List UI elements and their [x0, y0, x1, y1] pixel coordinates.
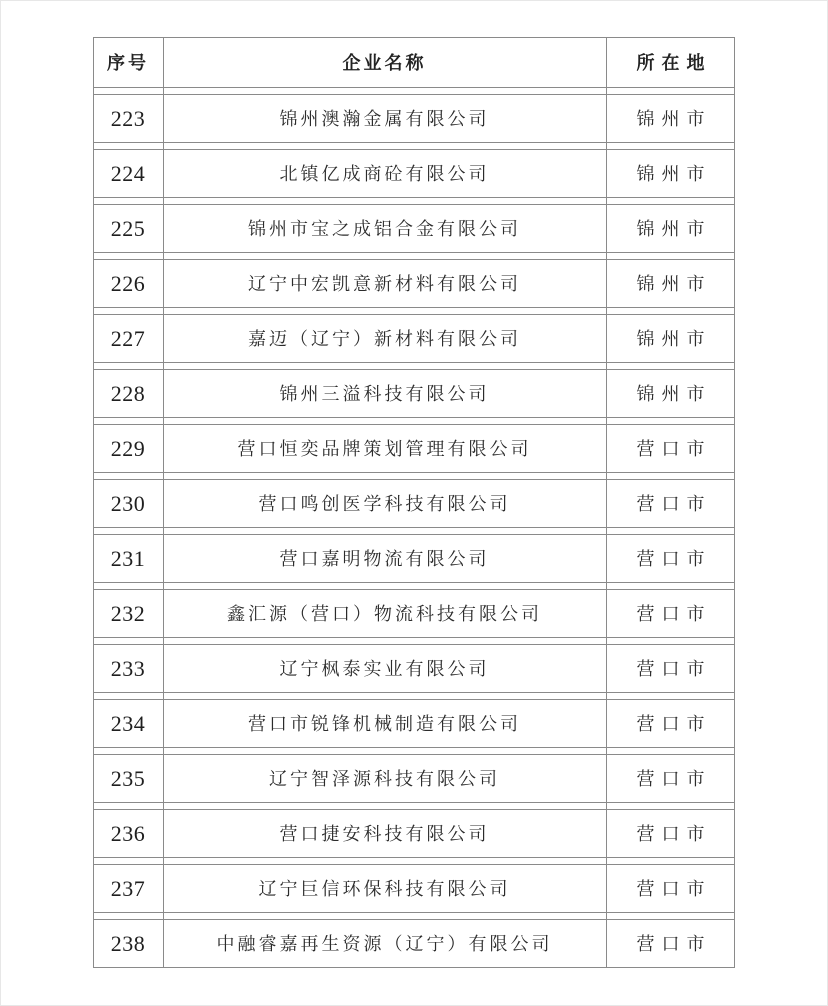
- row-index: 228: [110, 380, 146, 406]
- table-row: [93, 919, 735, 968]
- company-city: 营口市: [636, 658, 712, 679]
- company-name: 营口鸣创医学科技有限公司: [258, 493, 511, 514]
- company-name: 北镇亿成商砼有限公司: [279, 163, 490, 184]
- company-city: 锦州市: [636, 383, 712, 404]
- company-name: 锦州市宝之成铝合金有限公司: [248, 218, 521, 239]
- table-row: [93, 534, 735, 583]
- row-index: 236: [110, 820, 146, 846]
- table-left-border: [93, 37, 94, 968]
- header-company-name: 企业名称: [342, 52, 427, 73]
- company-name: 营口市锐锋机械制造有限公司: [248, 713, 521, 734]
- row-index: 225: [110, 215, 146, 241]
- company-name: 鑫汇源（营口）物流科技有限公司: [227, 603, 542, 624]
- table-row: [93, 479, 735, 528]
- table-row: [93, 424, 735, 473]
- table-row: [93, 644, 735, 693]
- company-city: 锦州市: [636, 218, 712, 239]
- row-index: 224: [110, 160, 146, 186]
- row-index: 237: [110, 875, 146, 901]
- company-name: 锦州三溢科技有限公司: [279, 383, 490, 404]
- row-index: 227: [110, 325, 146, 351]
- company-city: 营口市: [636, 713, 712, 734]
- row-index: 232: [110, 600, 146, 626]
- table-rows: [93, 94, 735, 968]
- table-row: [93, 754, 735, 803]
- table-right-border: [734, 37, 735, 968]
- table-body: [93, 37, 735, 968]
- row-index: 238: [110, 930, 146, 956]
- table-row: [93, 864, 735, 913]
- header-location: 所在地: [636, 52, 712, 73]
- company-city: 营口市: [636, 878, 712, 899]
- company-name: 中融睿嘉再生资源（辽宁）有限公司: [216, 933, 553, 954]
- row-index: 230: [110, 490, 146, 516]
- company-city: 营口市: [636, 438, 712, 459]
- company-name: 锦州澳瀚金属有限公司: [279, 108, 490, 129]
- table-row: [93, 204, 735, 253]
- company-table: [93, 37, 735, 968]
- company-city: 营口市: [636, 493, 712, 514]
- header-index: 序号: [107, 52, 149, 73]
- company-city: 营口市: [636, 933, 712, 954]
- company-city: 锦州市: [636, 273, 712, 294]
- company-name: 营口捷安科技有限公司: [279, 823, 490, 844]
- company-name: 营口恒奕品牌策划管理有限公司: [237, 438, 532, 459]
- row-index: 234: [110, 710, 146, 736]
- column-divider-name-city: [606, 37, 607, 968]
- company-city: 锦州市: [636, 163, 712, 184]
- row-index: 233: [110, 655, 146, 681]
- table-row: [93, 149, 735, 198]
- company-city: 营口市: [636, 548, 712, 569]
- row-index: 226: [110, 270, 146, 296]
- table-row: [93, 369, 735, 418]
- table-row: [93, 94, 735, 143]
- company-name: 辽宁巨信环保科技有限公司: [258, 878, 511, 899]
- company-city: 营口市: [636, 768, 712, 789]
- company-city: 营口市: [636, 603, 712, 624]
- table-row: [93, 259, 735, 308]
- table-header-row: [93, 37, 735, 88]
- company-name: 辽宁枫泰实业有限公司: [279, 658, 490, 679]
- column-divider-index-name: [163, 37, 164, 968]
- table-row: [93, 809, 735, 858]
- company-city: 锦州市: [636, 108, 712, 129]
- row-index: 223: [110, 105, 146, 131]
- company-city: 营口市: [636, 823, 712, 844]
- table-row: [93, 699, 735, 748]
- row-index: 229: [110, 435, 146, 461]
- company-name: 嘉迈（辽宁）新材料有限公司: [248, 328, 521, 349]
- table-row: [93, 589, 735, 638]
- company-name: 辽宁智泽源科技有限公司: [269, 768, 500, 789]
- row-index: 235: [110, 765, 146, 791]
- company-city: 锦州市: [636, 328, 712, 349]
- row-index: 231: [110, 545, 146, 571]
- company-name: 辽宁中宏凯意新材料有限公司: [248, 273, 521, 294]
- table-row: [93, 314, 735, 363]
- company-name: 营口嘉明物流有限公司: [279, 548, 490, 569]
